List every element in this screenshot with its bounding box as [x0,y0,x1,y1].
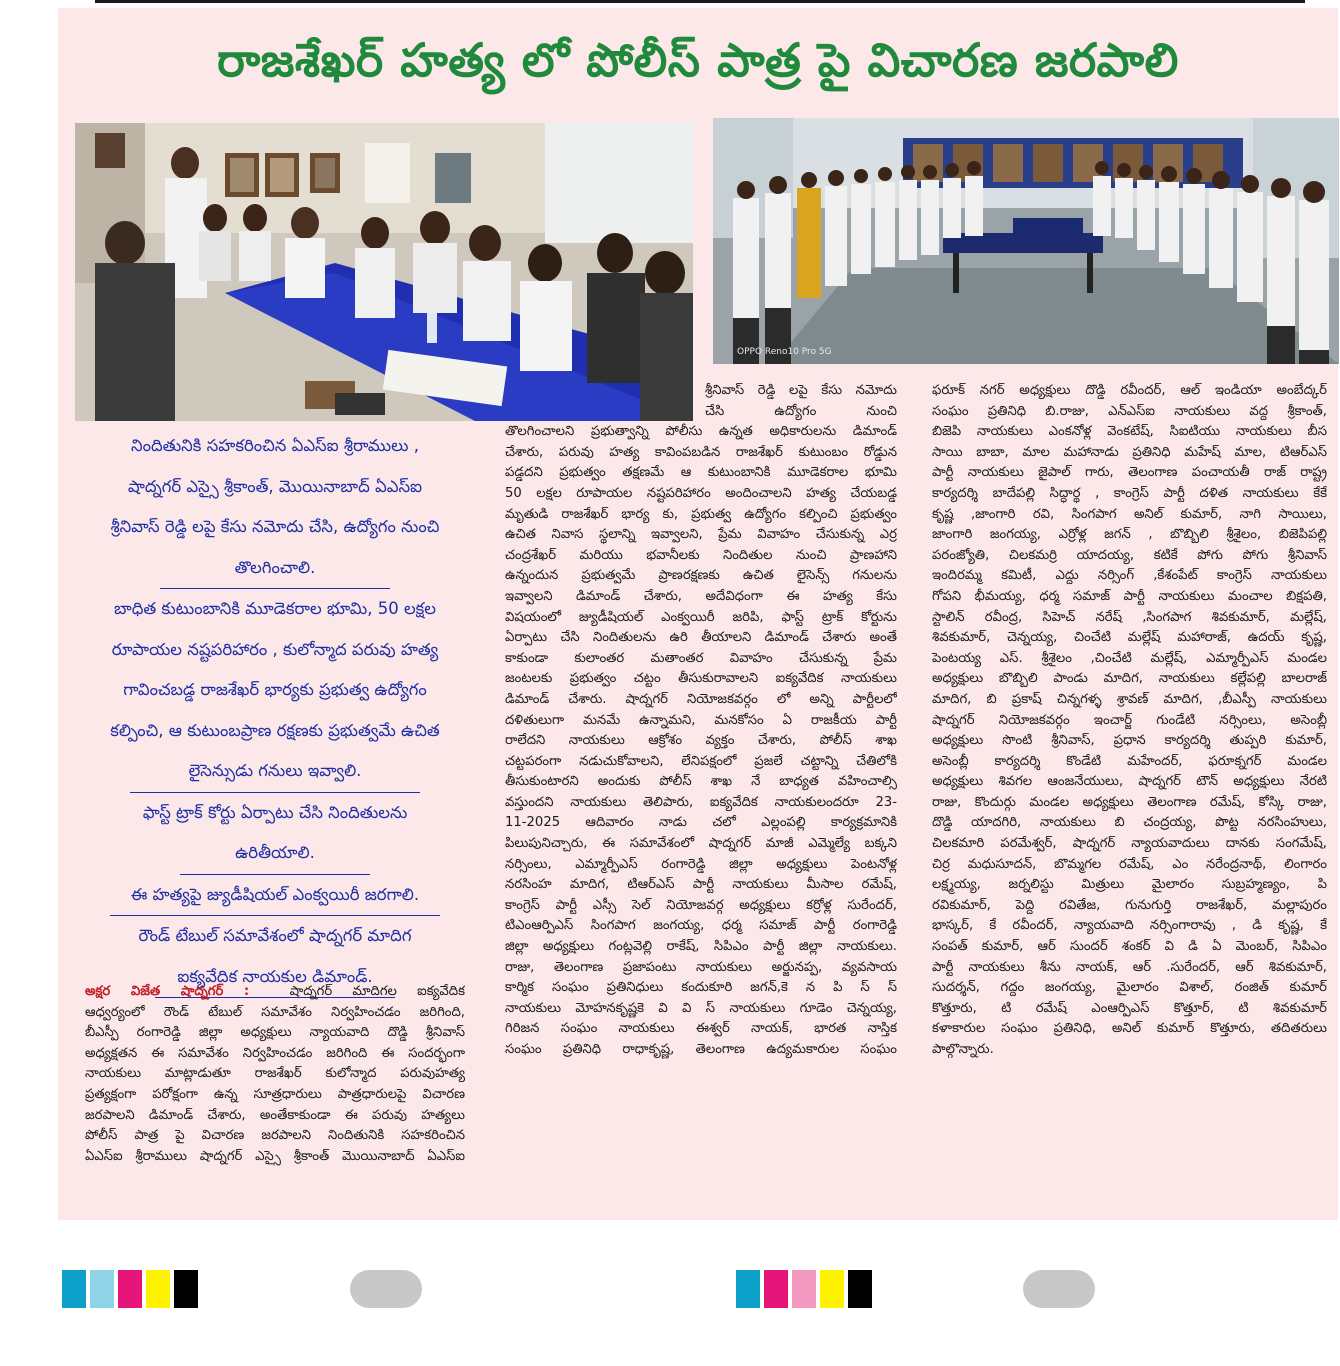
body-line: రాలేదని నాయకులు ఆక్రోశం వ్యక్తం చేశారు, పోలీస్ శాఖ [505,733,897,749]
body-line: పార్టీ నాయకులు జైపాల్ గారు, తెలంగాణ పంచాయతీ రాజ్ రాష్ట్ర [932,465,1327,481]
highlight-line: రౌండ్ టేబుల్ సమావేశంలో షాద్నగర్ మాదిగ [138,926,412,945]
body-line: విషయంలో జ్యుడీషియల్ ఎంక్వయిరీ జరిపి, ఫాస్ట్ ట్రాక్ కోర్టును [505,609,897,625]
body-line: చేసి ఉద్యోగం నుంచి [705,403,897,419]
body-line: రాజు, కొందుర్గు మండల అధ్యక్షులు తెలంగాణ రమేష్, కోస్కి రాజు, [932,794,1327,810]
highlight-line: లైసెన్సుడు గనులు ఇవ్వాలి. [188,761,362,780]
body-line: అధ్యక్షులు సొంటి శ్రీనివాస్, ప్రధాన కార్యదర్శి తుప్పరి కుమార్, [932,733,1327,749]
body-line: సంఘం ప్రతినిధి రాధాకృష్ణ, తెలంగాణ ఉద్యమకారుల సంఘం [505,1042,897,1057]
body-line: అధ్యక్షతన ఈ సమావేశం నిర్వహించడం జరిగింది ఈ సందర్భంగా [85,1045,465,1061]
body-line: శివకుమార్, చెన్నయ్య, చించేటి మల్లేష్ మహారాజ్, ఉదయ్ కృష్ణ, [932,630,1327,646]
body-line: రవికుమార్, పెద్ది రవితేజ, గునుగుర్తి రాజశేఖర్, మల్లాపురం [932,897,1327,913]
meeting-photo [75,123,693,421]
body-line: జాంగారి జంగయ్య, ఎర్రోళ్ల జగన్ , బొబ్బిలి శ్రీశైలం, బిజెపిపల్లి [932,527,1327,543]
body-line: తీసుకుంటారని అందుకు పోలీస్ శాఖ నే బాధ్యత వహించాల్సి [505,774,897,790]
body-line: కార్మిక సంఘం ప్రతినిధులు కందుకూరి జగన్,కె న పి స్ స్ [505,980,897,996]
body-line: షాద్నగర్ నియోజకవర్గం ఇంచార్జ్ గుండేటి నర్సింలు, అసెంబ్లీ [932,712,1327,728]
body-line: బీఎస్పీ రంగారెడ్డి జిల్లా అధ్యక్షులు న్యాయవాది దొడ్డి శ్రీనివాస్ [85,1025,465,1041]
body-line: ఫరూక్ నగర్ అధ్యక్షులు దొడ్డి రవీందర్, ఆల్ ఇండియా అంబేద్కర్ [932,383,1327,398]
body-line: దొడ్డి యాదగిరి, నాయకులు బి చంద్రయ్య, పొట్ట నరసింహులు, [932,815,1327,831]
body-line: టిఎంఆర్పిఎస్ సింగపాగ జంగయ్య, ధర్మ సమాజ్ పార్టీ రంగారెడ్డి [505,918,897,934]
highlight-line: ఫాస్ట్ ట్రాక్ కోర్టు ఏర్పాటు చేసి నిందితులను [142,802,408,822]
group-photo [713,118,1339,364]
registration-pill [350,1270,422,1308]
color-swatch [764,1270,788,1308]
body-line: నరసింహ మాదిగ, టిఆర్ఎస్ పార్టీ నాయకులు మీసాల రమేష్, [505,877,897,893]
color-swatch [848,1270,872,1308]
body-line: కళాకారుల సంఘం ప్రతినిధి, అనిల్ కుమార్ కొత్తూరు, తదితరులు [932,1021,1327,1037]
body-line: దళితులుగా మనమే ఉన్నామని, మనకోసం ఏ రాజకీయ పార్టీ [505,712,897,728]
body-line: పిలుపునిచ్చారు, ఈ సమావేశంలో షాద్నగర్ మాజీ ఎమ్మెల్యే బక్కని [505,836,897,852]
body-line: జంటలకు ప్రభుత్వం చట్టం తీసుకురావాలని ఐక్యవేదిక నాయకులు [505,671,897,687]
body-line: కొత్తూరు, టి రమేష్ ఎంఆర్పిఎస్ కొత్తూర్, టి శివకుమార్ [932,1000,1327,1016]
camera-watermark: OPPO Reno10 Pro 5G [737,347,832,357]
body-line: జిల్లా అధ్యక్షులు గంట్లవెల్లి రాకేష్, సిపిఎం పార్టీ జిల్లా నాయకులు. [505,939,897,955]
body-line: అధ్యక్షులు బొబ్బిలి పాండు మాదిగ, నాయకులు కల్లేపల్లి బాలరాజ్ [932,671,1327,687]
body-line: ఏఎస్ఐ శ్రీరాములు షాద్నగర్ ఎస్సై శ్రీకాంత్ మొయినాబాద్ ఏఎస్ఐ [85,1148,465,1164]
highlight-line: నిందితునికి సహకరించిన ఏఎస్ఐ శ్రీరాములు , [131,436,419,455]
body-line: చిలకమారి పరమేశ్వర్, షాద్నగర్ న్యాయవాదులు దానకు సంగమేష్, [932,836,1327,852]
body-line: మాదిగ, బి ప్రకాష్ చిన్నగళ్ళ శ్రావణ్ మాదిగ, ,బీఎస్పీ నాయకులు [932,691,1327,707]
color-swatch [62,1270,86,1308]
color-swatch [792,1270,816,1308]
body-line: స్టాలిన్ రవీంద్ర, సిహెచ్ నరేష్ ,సింగపాగ శివకుమార్, మల్లేష్, [932,609,1327,625]
highlight-line: ఈ హత్యపై జ్యుడీషియల్ ఎంక్వయిరీ జరగాలి. [130,884,420,904]
highlight-line: తొలగించాలి. [234,557,316,577]
body-line: శ్రీనివాస్ రెడ్డి లపై కేసు నమోదు [705,383,897,398]
highlight-line: రూపాయల నష్టపరిహారం , కులోన్మాద పరువు హత్య [111,639,439,659]
body-line: తొలగించాలని ప్రభుత్వాన్ని పోలీసు ఉన్నత అధికారులను డిమాండ్ [505,424,897,440]
body-line: కార్యదర్శి బాదేపల్లి సిద్ధార్థ , కాంగ్రెస్ పార్టీ దళిత నాయకులు కేకే [932,485,1327,501]
body-line: ఇందిరమ్మ కమిటీ, ఎద్దు నర్సింగ్ ,కేశంపేట్ కాంగ్రెస్ నాయకులు [932,568,1327,584]
body-line: పరంజ్యోతి, చిలకమర్రి యాదయ్య, కటికే పోగు పోగు శ్రీనివాస్ [932,547,1327,563]
color-swatch [736,1270,760,1308]
color-registration-right [736,1270,876,1308]
body-line: జరపాలని డిమాండ్ చేశారు, అంతేకాకుండా ఈ పరువు హత్యలు [85,1107,465,1123]
body-line: ఇవ్వాలని డిమాండ్ చేశారు, అదేవిధంగా ఈ హత్య కేసు [505,588,897,604]
highlight-line: గావించబడ్డ రాజశేఖర్ భార్యకు ప్రభుత్వ ఉద్యోగం [123,680,427,699]
body-line: పెంటయ్య ఎస్. శ్రీశైలం ,చించేటి మల్లేష్, ఎమ్మార్పీఎస్ మండల [932,650,1327,666]
highlight-line: శ్రీనివాస్ రెడ్డి లపై కేసు నమోదు చేసి, ఉద్యోగం నుంచి [110,517,440,536]
body-line: కాకుండా కులాంతర మతాంతర వివాహం చేసుకున్న ప్రేమ [505,650,897,666]
highlight-line: ఐక్యవేదిక నాయకుల డిమాండ్. [155,957,395,999]
body-line: రాజు, తెలంగాణ ప్రజాపంటు నాయకులు అర్జునప్ప, వ్యవసాయ [505,959,897,975]
body-line: గిరిజన సంఘం నాయకులు ఈశ్వర్ నాయక్, భారత నాస్తిక [505,1021,897,1037]
body-line: నాయకులు మోహనకృష్ణకె వి వి స్ నాయకులు గూడెం చెన్నయ్య, [505,1000,897,1016]
highlight-block [142,793,408,875]
body-line: మృతుడి రాజశేఖర్ భార్య కు, ప్రభుత్వ ఉద్యోగం కల్పించి ప్రభుత్వం [505,506,897,522]
byline: అక్షర విజేత షాద్నగర్ : [85,984,250,999]
highlight-line: షాద్నగర్ ఎస్సై శ్రీకాంత్, మొయినాబాద్ ఏఎస్ఐ [127,476,423,496]
highlight-block [110,426,440,589]
body-line: సంపత్ కుమార్, ఆర్ సుందర్ శంకర్ వి డి ఏ మెంబర్, సిపిఎం [932,939,1327,955]
body-line: 50 లక్షల రూపాయల నష్టపరిహారం అందించాలని హత్య చేయబడ్డ [505,485,897,501]
body-line: భాస్కర్, కే రవీందర్, న్యాయవాది నర్సింగారావు , డి కృష్ణ, కే [932,918,1327,934]
color-swatch [90,1270,114,1308]
highlight-line: బాధిత కుటుంబానికి మూడెకరాల భూమి, 50 లక్షల [114,599,436,618]
color-registration-left [62,1270,202,1308]
body-line: ప్రత్యక్షంగా పరోక్షంగా ఉన్న సూత్రధారులు పాత్రధారులపై విచారణ [85,1086,465,1102]
registration-pill [1023,1270,1095,1308]
body-line: సాయి బాబా, మాల మహానాడు ప్రతినిధి మహేష్ మాల, టిఆర్ఎస్ [932,444,1327,460]
article-column-2 [505,381,897,1061]
highlight-line: ఉరితీయాలి. [235,843,315,862]
body-line: నాయకులు మాట్లాడుతూ రాజశేఖర్ కులోన్మాద పరువుహత్య [85,1066,465,1082]
body-line: నర్సింలు, ఎమ్మార్పీఎస్ రంగారెడ్డి జిల్లా అధ్యక్షులు పెంటనోళ్ల [505,856,897,872]
body-line: ఏర్పాటు చేసి నిందితులను ఉరి తీయాలని డిమాండ్ చేశారు అంతే [505,630,897,646]
body-line: ఉన్నందున ప్రభుత్వమే ప్రాణరక్షణకు ఉచిత లైసెన్స్ గనులను [505,568,897,584]
body-line: లక్ష్మయ్య, జర్నలిస్టు మిత్రులు మైలారం సుబ్రహ్మణ్యం, పి [932,877,1327,893]
body-line: చంద్రశేఖర్ మరియు భవానీలకు నిందితుల నుంచి ప్రాణహాని [505,547,897,563]
body-line: కాంగ్రెస్ పార్టీ ఎస్సీ సెల్ నియోజవర్గ అధ్యక్షులు కర్రోళ్ల సురేందర్, [505,897,897,913]
color-swatch [118,1270,142,1308]
body-line: కృష్ణ ,జాంగారి రవి, సింగపాగ అనిల్ కుమార్, నాగి సాయిలు, [932,506,1327,522]
body-line: పాల్గొన్నారు. [932,1042,994,1057]
top-rule [95,0,1305,3]
body-line: పోలీస్ పాత్ర పై విచారణ జరపాలని నిందితునికి సహకరించిన [85,1128,465,1144]
article-column-1 [85,982,465,1167]
body-line: షాద్నగర్ మాదిగల ఐక్యవేదిక [289,984,465,999]
color-swatch [820,1270,844,1308]
body-line: అధ్యక్షులు శివగల ఆంజనేయులు, షాద్నగర్ టౌన్ అధ్యక్షులు నేరటి [932,774,1327,790]
body-line: సంఘం ప్రతినిధి బి.రాజు, ఎన్ఎస్ఐ నాయకులు వద్ద శ్రీకాంత్, [932,403,1327,419]
body-line: పార్టీ నాయకులు శీను నాయక్, ఆర్ .సురేందర్, ఆర్ శివకుమార్, [932,959,1327,975]
body-line: ఉచిత నివాస స్థలాన్ని ఇవ్వాలని, ప్రేమ వివాహం చేసుకున్న ఎర్ర [505,527,897,543]
body-line: వస్తుందని నాయకులు తెలిపారు, ఐక్యవేదిక నాయకులందరూ 23- [505,794,897,810]
color-swatch [146,1270,170,1308]
highlight-line: కల్పించి, ఆ కుటుంబప్రాణ రక్షణకు ప్రభుత్వమే ఉచిత [110,720,440,740]
highlights [75,426,475,998]
body-line: బిజెపి నాయకులు ఎంకనోళ్ల వెంకటేష్, సిఐటియు నాయకులు బీస [932,424,1327,440]
body-line: గోపని భీమయ్య, ధర్మ సమాజ్ పార్టీ నాయకులు మంచాల బిక్షపతి, [932,588,1327,604]
article-column-3 [932,381,1327,1061]
body-line: అసెంబ్లీ కార్యదర్శి కొండేటి మహేందర్, ఫరూక్నగర్ మండల [932,753,1327,769]
body-line: ఆధ్వర్యంలో రౌండ్ టేబుల్ సమావేశం నిర్వహించడం జరిగింది, [85,1004,465,1020]
body-line: సుదర్శన్, గద్దం జంగయ్య, మైలారం విశాల్, రంజిత్ కుమార్ [932,980,1327,996]
body-line: 11-2025 ఆదివారం నాడు చలో ఎల్లంపల్లి కార్యక్రమానికి [505,815,897,831]
body-line: చిర్ర మధుసూదన్, బొమ్మగల రమేష్, ఎం నరేంద్రనాథ్, లింగారం [932,856,1327,872]
color-swatch [174,1270,198,1308]
body-line: డిమాండ్ చేశారు. షాద్నగర్ నియోజకవర్గం లో అన్ని పార్టీలలో [505,691,897,707]
body-line: చట్టపరంగా నడుచుకోవాలని, లేనిపక్షంలో ప్రజలే చట్టాన్ని చేతిలోకి [505,753,897,769]
headline: రాజశేఖర్ హత్య లో పోలీస్ పాత్ర పై విచారణ జరపాలి [217,33,1179,87]
body-line: చేశారు, పరువు హత్య కావింపబడిన రాజశేఖర్ కుటుంబం రోడ్డున [505,444,897,460]
highlight-block [110,589,440,793]
highlight-block [110,875,440,917]
body-line: పడ్డదని ప్రభుత్వం తక్షణమే ఆ కుటుంబానికి మూడెకరాల భూమి [505,465,897,481]
